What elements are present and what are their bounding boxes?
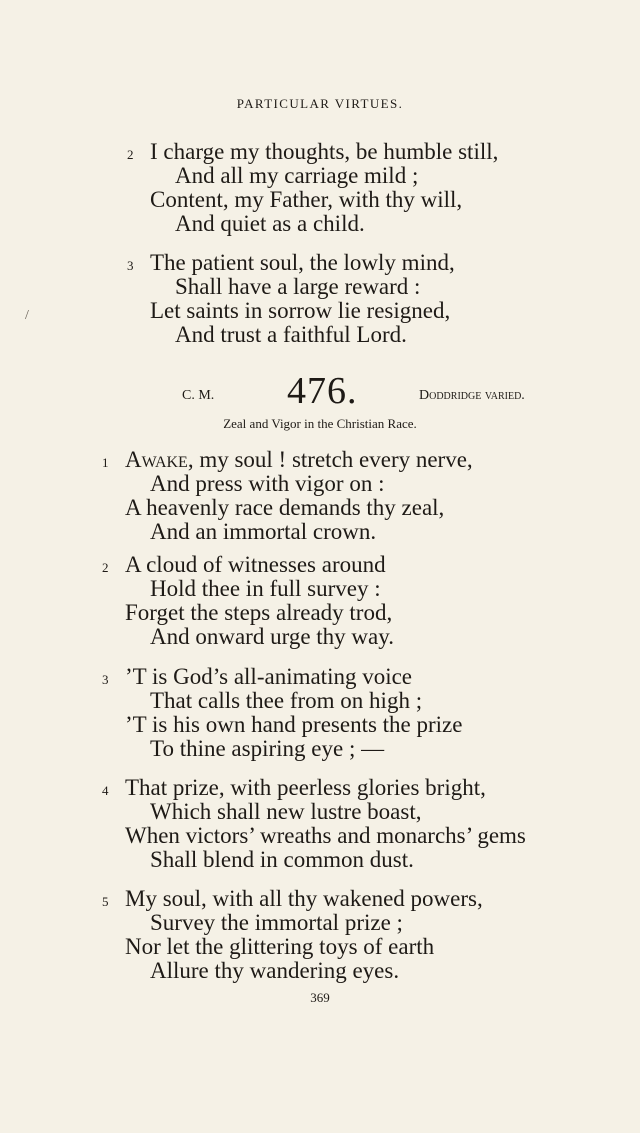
first-word: Awake,: [125, 447, 194, 472]
hymn-meter: C. M.: [182, 388, 215, 403]
verse-line: And all my carriage mild ;: [175, 163, 419, 188]
stanza-number: 3: [127, 258, 134, 273]
stanza-number: 3: [102, 672, 109, 687]
verse-line: That calls thee from on high ;: [150, 688, 423, 713]
stanza-number: 2: [127, 147, 134, 162]
margin-mark: /: [25, 308, 29, 323]
verse-line: A cloud of witnesses around: [125, 552, 386, 577]
verse-line: And quiet as a child.: [175, 211, 365, 236]
verse-line: Forget the steps already trod,: [125, 600, 393, 625]
verse-line: Nor let the glittering toys of earth: [125, 934, 435, 959]
verse-line: My soul, with all thy wakened powers,: [125, 886, 483, 911]
verse-line: Let saints in sorrow lie resigned,: [150, 298, 451, 323]
verse-line: I charge my thoughts, be humble still,: [150, 139, 499, 164]
verse-line: That prize, with peerless glories bright,: [125, 775, 486, 800]
hymn-subtitle: Zeal and Vigor in the Christian Race.: [223, 416, 417, 431]
stanza-number: 4: [102, 783, 109, 798]
hymn-author: Doddridge varied.: [419, 388, 525, 403]
verse-line: And press with vigor on :: [150, 471, 385, 496]
hymn-header: [0, 372, 640, 412]
verse-line: The patient soul, the lowly mind,: [150, 250, 455, 275]
verse-line: Shall blend in common dust.: [150, 847, 414, 872]
stanza-number: 2: [102, 560, 109, 575]
stanza-number: 1: [102, 455, 109, 470]
verse-line: And an immortal crown.: [150, 519, 377, 544]
verse-line: Which shall new lustre boast,: [150, 799, 422, 824]
page-number: 369: [310, 990, 330, 1005]
verse-line: Shall have a large reward :: [175, 274, 421, 299]
hymn-number: 476.: [287, 370, 358, 412]
verse-line: When victors’ wreaths and monarchs’ gems: [125, 823, 526, 848]
verse-line: Content, my Father, with thy will,: [150, 187, 463, 212]
running-head: PARTICULAR VIRTUES.: [236, 96, 404, 111]
verse-line: Survey the immortal prize ;: [150, 910, 403, 935]
verse-line: And trust a faithful Lord.: [175, 322, 407, 347]
verse-line: [125, 448, 473, 472]
verse-line: Hold thee in full survey :: [150, 576, 381, 601]
verse-line: And onward urge thy way.: [150, 624, 395, 649]
verse-line: ’T is God’s all-animating voice: [125, 664, 413, 689]
stanza-number: 5: [102, 894, 109, 909]
verse-line: Allure thy wandering eyes.: [150, 958, 400, 983]
verse-line: To thine aspiring eye ; —: [150, 736, 385, 761]
verse-line: ’T is his own hand presents the prize: [125, 712, 463, 737]
verse-line-rest: my soul ! stretch every nerve,: [193, 447, 473, 472]
verse-line: A heavenly race demands thy zeal,: [125, 495, 445, 520]
